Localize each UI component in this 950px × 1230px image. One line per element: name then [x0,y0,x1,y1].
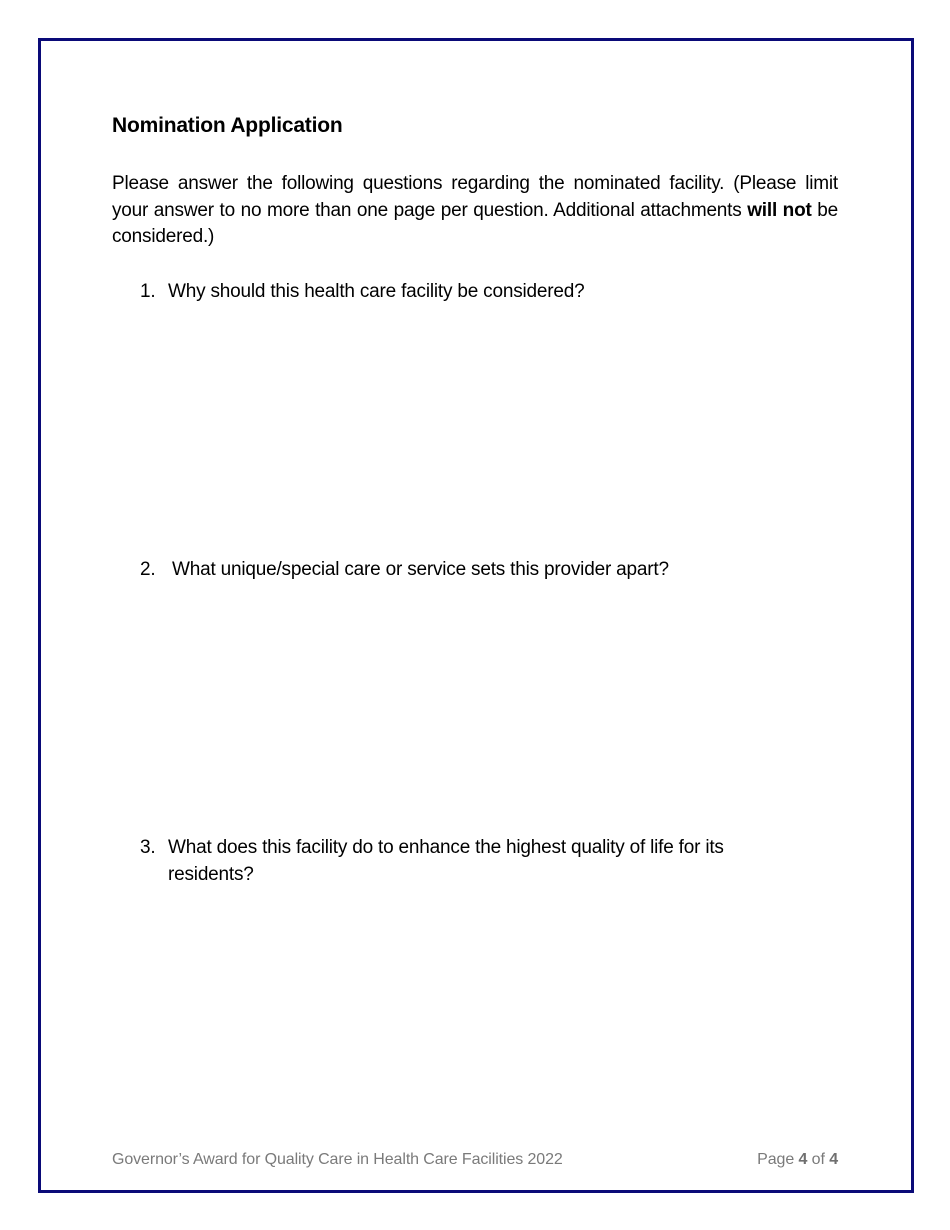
page-title: Nomination Application [112,114,343,137]
question-item [140,834,800,888]
question-text: What unique/special care or service sets this provider apart? [172,559,669,580]
page-of: of [811,1151,825,1168]
page-number [757,1151,838,1169]
question-item [140,556,820,583]
page-label: Page [757,1151,795,1168]
question-number: 3. [140,837,156,858]
footer-title: Governor’s Award for Quality Care in Health Care Facilities 2022 [112,1151,563,1168]
question-number: 2. [140,559,156,580]
instructions-paragraph [112,171,838,251]
page-total: 4 [829,1151,838,1168]
question-number: 1. [140,281,156,302]
question-text: What does this facility do to enhance the highest quality of life for its residents? [168,837,724,885]
instructions-emphasis: will not [747,199,812,221]
page-current: 4 [798,1151,808,1168]
instructions-text-end: be considered.) [112,199,838,247]
question-item [140,278,820,305]
question-text: Why should this health care facility be considered? [168,281,585,302]
instructions-text-start: Please answer the following questions regarding the nominated facility. (Please limit your answer to no more than one page per question. Additional attachments [112,173,838,221]
